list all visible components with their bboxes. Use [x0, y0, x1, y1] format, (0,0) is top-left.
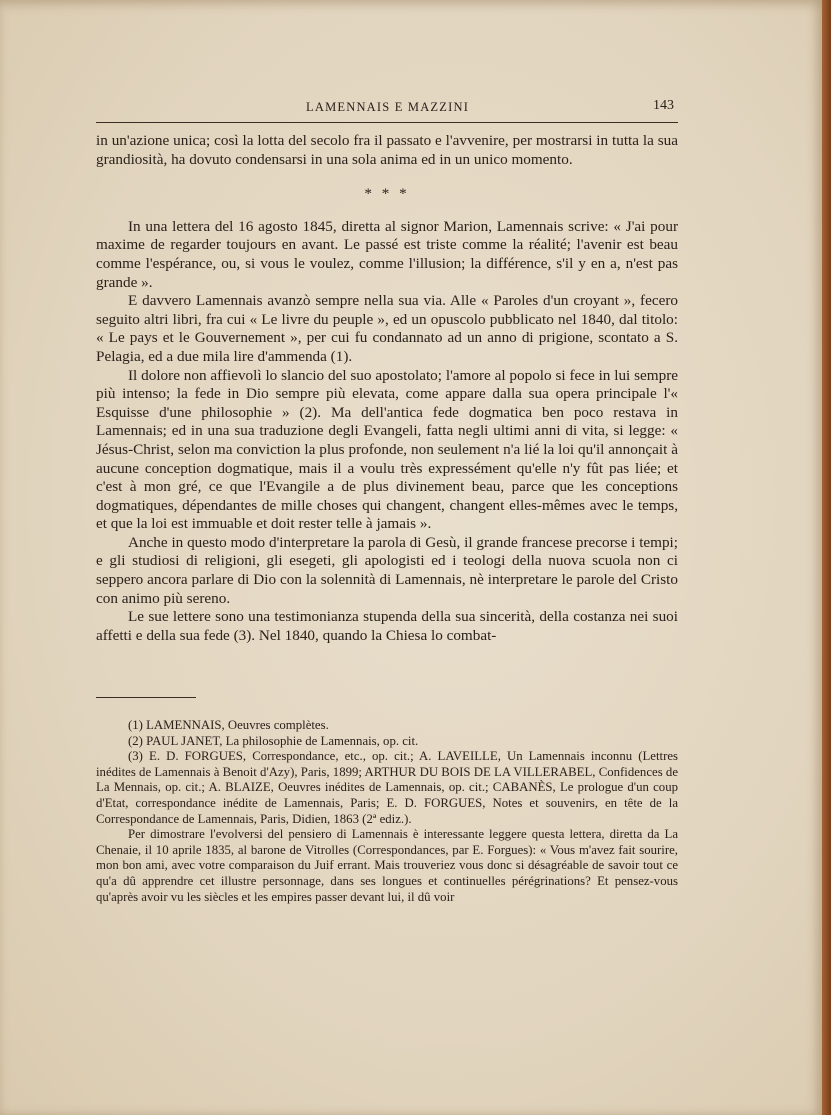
footnote-rule: [96, 697, 196, 698]
paragraph: Il dolore non affievolì lo slancio del suo apostolato; l'amore al popolo si fece in lui sempre più intenso; la fede in Dio sempre più elevata, come appare dalla sua opera principale l'« Esquisse d'une philosophie » (2). Ma dell'antica fede dogmatica ben poco restava in Lamennais; ed in una sua traduzione degli Evangeli, fatta negli ultimi anni di vita, si legge: « Jésus-Christ, selon ma conviction la plus profonde, non seulement n'a lié la loi qu'il annonçait à aucune conception dogmatique, mais il a voulu très expressément qu'elle n'y fût pas liée; et c'est à mon gré, ce que l'Evangile a de plus divinement beau, parce que les conceptions dogmatiques, dépendantes de mille choses qui changent, changent elles-mêmes avec le temps, et que la loi est immuable et doit rester telle à jamais ».: [96, 366, 678, 533]
paragraph: Anche in questo modo d'interpretare la parola di Gesù, il grande francese precorse i tempi; e gli studiosi di religioni, gli esegeti, gli apologisti ed i teologi della nuova scuola non ci seppero ancora parlare di Dio con la solennità di Lamennais, nè interpretare le parole del Cristo con animo più sereno.: [96, 533, 678, 607]
page-number: 143: [653, 98, 674, 113]
paragraph: E davvero Lamennais avanzò sempre nella sua via. Alle « Paroles d'un croyant », fecero seguito altri libri, fra cui « Le livre du peuple », ed un opuscolo pubblicato nel 1840, dal titolo: « Le pays et le Gouvernement », per cui fu condannato ad un anno di prigione, scontato a S. Pelagia, ed a due mila lire d'ammenda (1).: [96, 292, 678, 365]
paragraph: in un'azione unica; così la lotta del secolo fra il passato e l'avvenire, per mostrarsi in tutta la sua grandiosità, ha dovuto condensarsi in una sola anima ed in un unico momento.: [96, 132, 678, 168]
footnote-2: (2) PAUL JANET, La philosophie de Lamennais, op. cit.: [128, 733, 419, 748]
footnote-1: (1) LAMENNAIS, Oeuvres complètes.: [128, 718, 329, 732]
page-header: [96, 98, 678, 123]
section-separator: * * *: [364, 185, 410, 203]
page-edge: [822, 0, 831, 1115]
main-text: [96, 132, 678, 645]
paragraph: Le sue lettere sono una testimonianza stupenda della sua sincerità, della costanza nei suoi affetti e della sua fede (3). Nel 1840, quando la Chiesa lo combat-: [96, 608, 678, 644]
footnotes: [96, 718, 678, 905]
running-head: LAMENNAIS E MAZZINI: [306, 100, 470, 114]
paragraph: In una lettera del 16 agosto 1845, diretta al signor Marion, Lamennais scrive: « J'ai pour maxime de regarder toujours en avant. Le passé est triste comme la réalité; l'avenir est beau comme l'espérance, ou, si vous le voulez, comme l'illusion; la différence, s'il y en a, n'est pas grande ».: [96, 217, 678, 291]
footnote-continuation: Per dimostrare l'evolversi del pensiero di Lamennais è interessante leggere questa lettera, diretta da La Chenaie, il 10 aprile 1835, al barone de Vitrolles (Correspondances, par E. Forgues): « Vous m'avez fait sourire, mon bon ami, avec votre comparaison du Juif errant. Mais trouveriez vous donc si désagréable de savoir tout ce qu'a dû apprendre cet illustre personnage, dans ses longues et continuelles pérégrinations? Et pensez-vous qu'après avoir vu les siècles et les empires passer devant lui, il dû voir: [96, 827, 678, 904]
footnote-3: (3) E. D. FORGUES, Correspondance, etc., op. cit.; A. LAVEILLE, Un Lamennais inconnu (Lettres inédites de Lamennais à Benoit d'Azy), Paris, 1899; ARTHUR DU BOIS DE LA VILLERABEL, Confidences de La Mennais, op. cit.; A. BLAIZE, Oeuvres inédites de Lamennais, op. cit.; CABANÈS, Le prologue d'un coup d'Etat, correspondance inédite de Lamennais, Paris; E. D. FORGUES, Notes et souvenirs, en tête de la Correspondance de Lamennais, Paris, Didien, 1863 (2ª ediz.).: [96, 749, 678, 826]
